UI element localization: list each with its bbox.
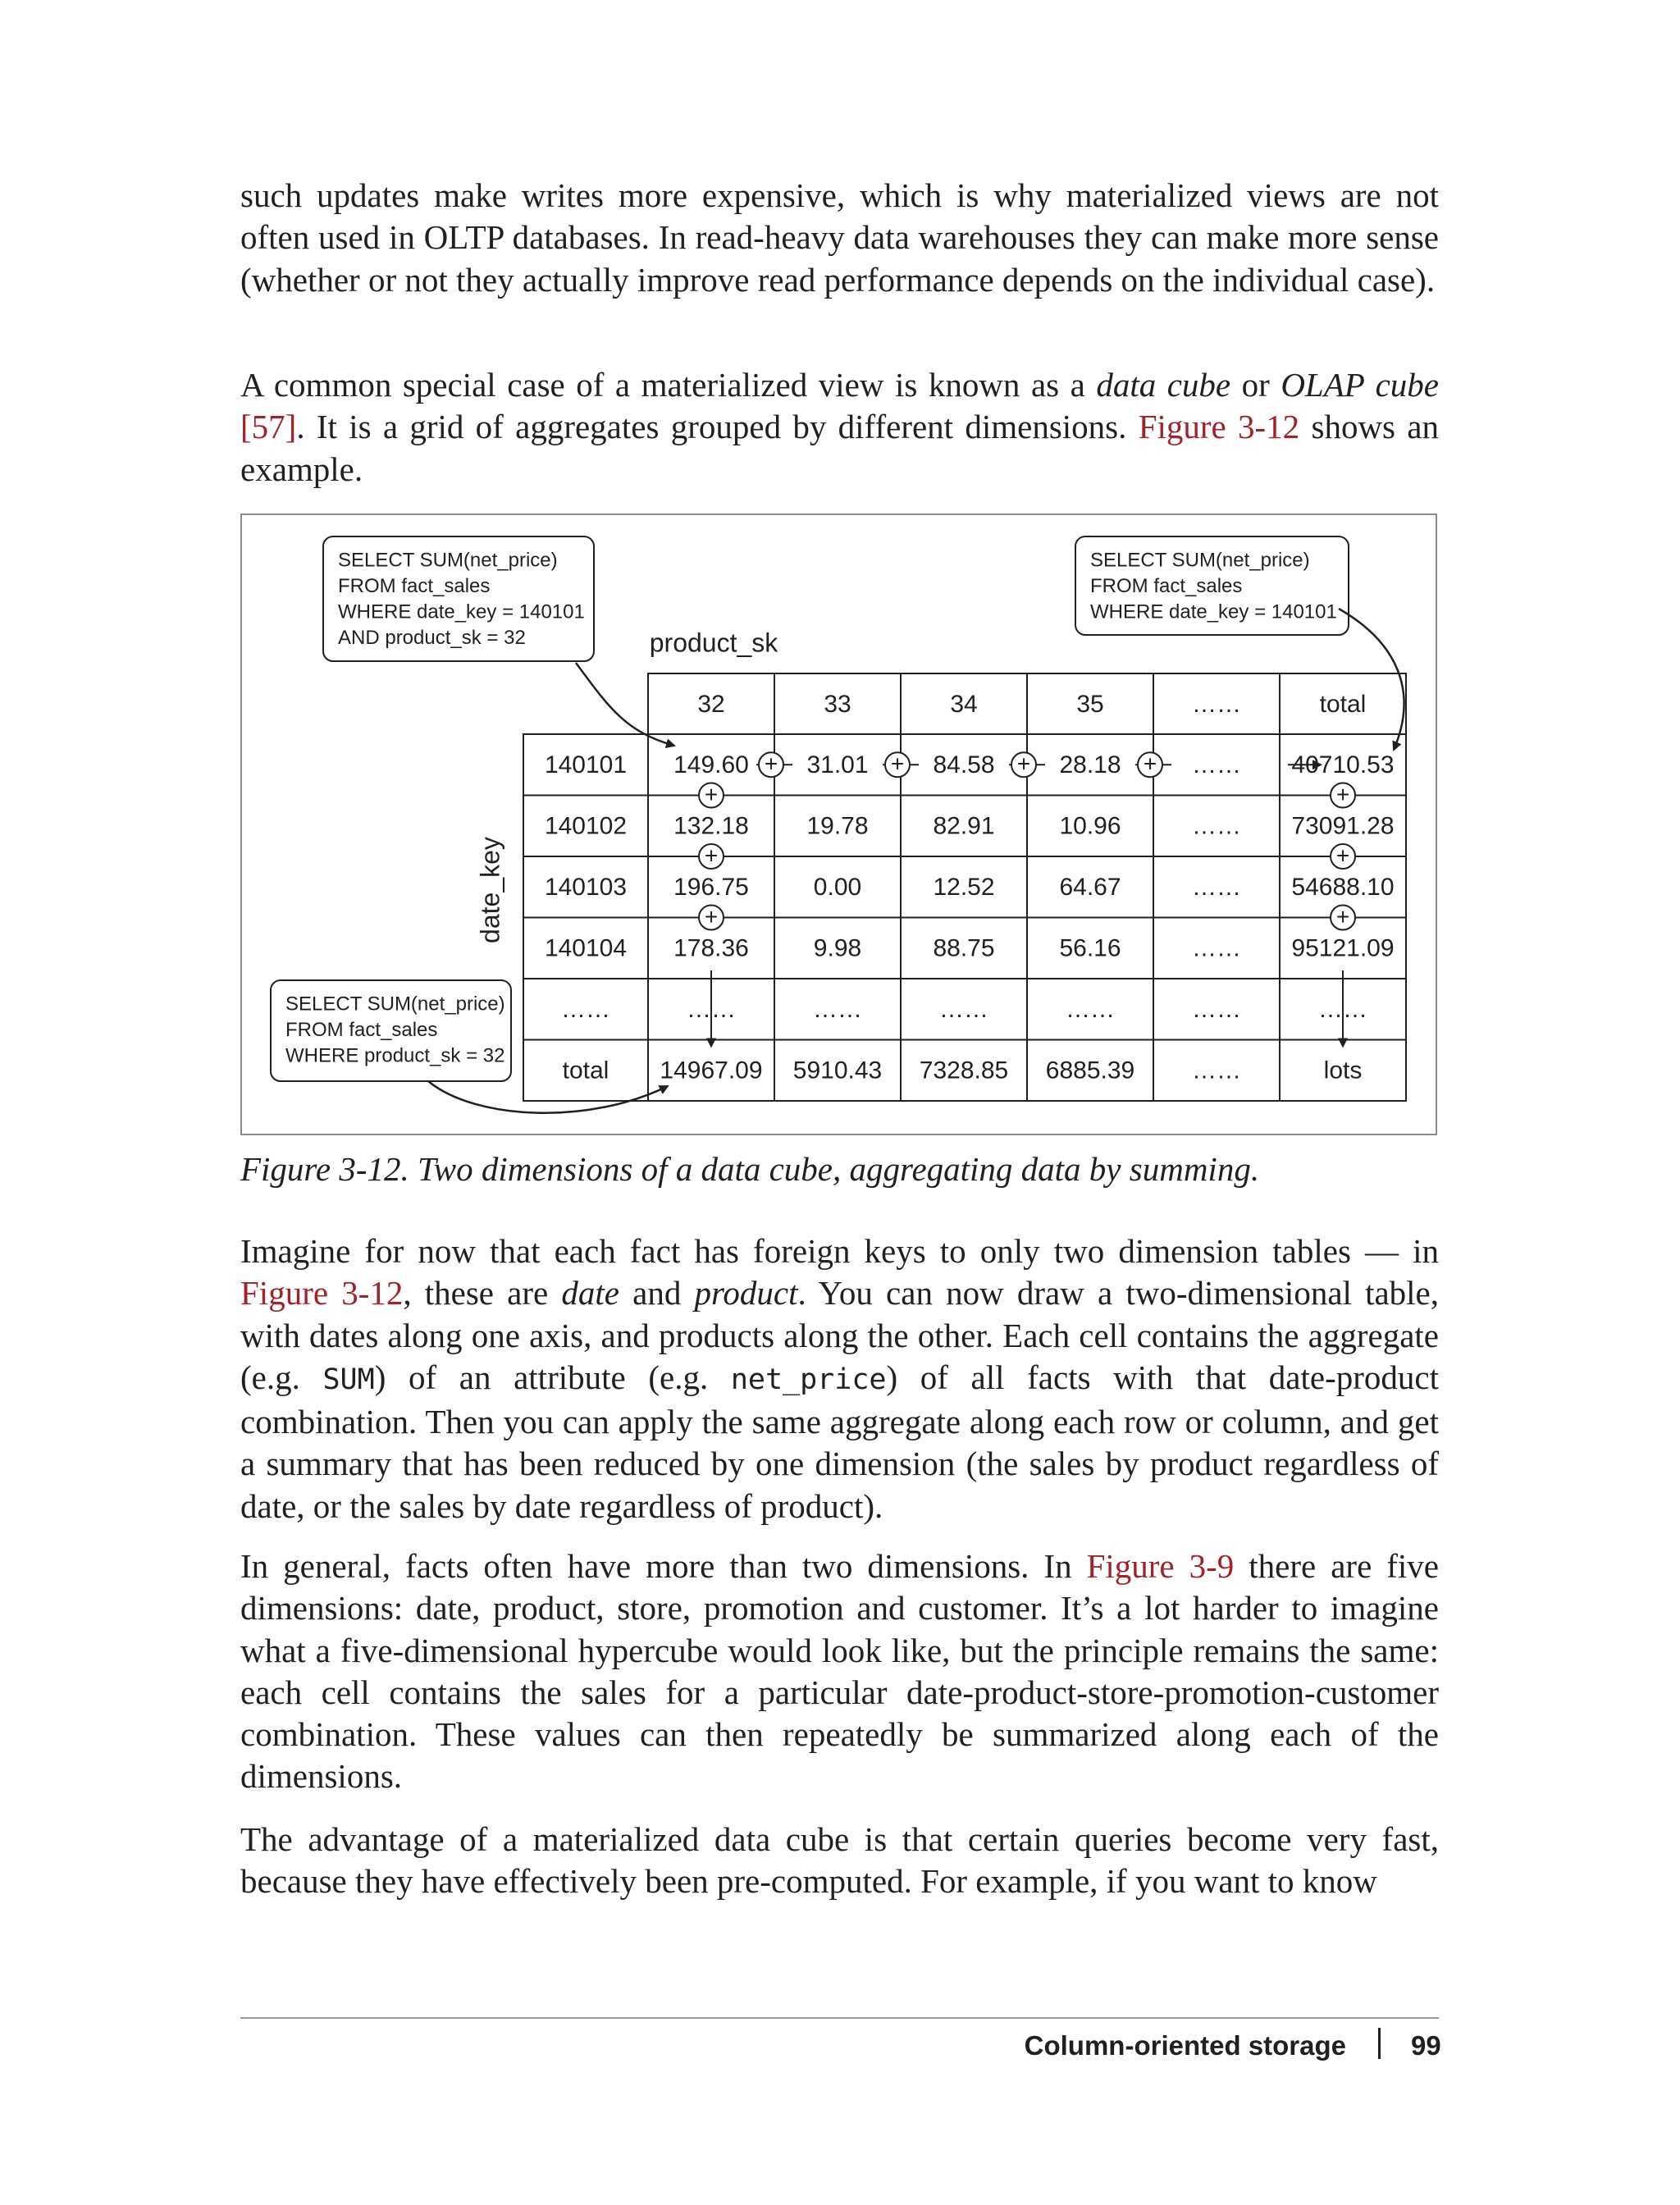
cell-r2-c0: 196.75: [673, 874, 749, 902]
p2-text-a: A common special case of a materialized view is known as a: [240, 366, 1097, 404]
paragraph-2: [240, 364, 1439, 491]
paragraph-1-text: such updates make writes more expensive, which is why materialized views are not often used in OLTP databases. In read-heavy data warehouses they can make more sense (whether or not they actually improve read performance depends on the individual case).: [240, 176, 1439, 299]
p2-text-d: . It is a grid of aggregates grouped by different dimensions.: [296, 408, 1139, 446]
col32-plus-1-sign: +: [704, 781, 719, 807]
cell-r2-c1: 0.00: [813, 874, 862, 902]
row-sum-plus-1-sign: +: [890, 751, 905, 777]
column-header-4: ……: [1192, 690, 1241, 718]
row-key-2: 140103: [544, 874, 628, 902]
query-box-right-top-line-1: FROM fact_sales: [1090, 574, 1243, 597]
term-data-cube: data cube: [1096, 366, 1231, 404]
p3-text-d: . You can now draw a two-dimensional table, with dates along one axis, and products along the other. Each cell contains the aggregate (e.g.: [240, 1274, 1439, 1396]
cell-r1-c2: 82.91: [933, 812, 995, 840]
figure-frame: [240, 514, 1437, 1135]
cell-r3-c0: 178.36: [673, 934, 749, 962]
column-header-3: 35: [1076, 690, 1104, 718]
term-date: date: [561, 1274, 619, 1312]
cell-r2-c3: 64.67: [1059, 874, 1121, 902]
total-col-plus-2-sign: +: [1335, 842, 1350, 869]
cell-r0-c0: 149.60: [673, 751, 749, 779]
data-cube-diagram: [242, 515, 1439, 1137]
cell-r4-c5: ……: [1318, 996, 1367, 1024]
query-box-left-top-line-2: WHERE date_key = 140101: [338, 600, 585, 623]
row-sum-plus-0-sign: +: [764, 751, 778, 777]
query-box-right-top-line-0: SELECT SUM(net_price): [1090, 549, 1310, 572]
citation-link-57[interactable]: [57]: [240, 408, 297, 446]
query-box-left-top-line-3: AND product_sk = 32: [338, 626, 526, 649]
p3-text-b: , these are: [403, 1274, 562, 1312]
query-left-bottom-arrow: [428, 1081, 668, 1113]
term-product: product: [694, 1274, 798, 1312]
column-header-0: 32: [697, 690, 725, 718]
cell-r0-c4: ……: [1192, 751, 1241, 779]
figure-caption: Figure 3-12. Two dimensions of a data cube, aggregating data by summing.: [240, 1150, 1260, 1188]
col32-plus-3-sign: +: [704, 903, 719, 929]
footer-page-number: 99: [1411, 2030, 1441, 2061]
p2-text-b: or: [1230, 366, 1281, 404]
cell-r2-c2: 12.52: [933, 874, 995, 902]
cell-r0-c1: 31.01: [806, 751, 869, 779]
query-right-top-arrow: [1339, 609, 1404, 750]
footer-separator: [1378, 2028, 1381, 2059]
p3-text-a: Imagine for now that each fact has foreign keys to only two dimension tables — in: [240, 1232, 1439, 1270]
row-key-5: total: [562, 1057, 609, 1084]
cell-r5-c4: ……: [1192, 1057, 1241, 1084]
p3-text-c: and: [619, 1274, 695, 1312]
row-key-1: 140102: [544, 812, 628, 840]
query-box-left-bottom-line-2: WHERE product_sk = 32: [285, 1044, 505, 1067]
cell-r5-c1: 5910.43: [792, 1057, 883, 1084]
cell-r4-c1: ……: [813, 996, 862, 1024]
cell-r0-c3: 28.18: [1059, 751, 1121, 779]
query-box-left-bottom-line-0: SELECT SUM(net_price): [285, 993, 505, 1016]
paragraph-1: [240, 175, 1439, 301]
paragraph-5-text: The advantage of a materialized data cube is that certain queries become very fast, because they have effectively been pre-computed. For example, if you want to know: [240, 1820, 1439, 1901]
query-box-left-bottom-line-1: FROM fact_sales: [285, 1018, 438, 1041]
figure-3-9-link[interactable]: Figure 3-9: [1086, 1547, 1235, 1585]
p3-text-f: ) of all facts with that date-product combination. Then you can apply the same aggregate along each row or column, and get a summary that has been reduced by one dimension (the sales by product regardless of date, or the sales by date regardless of product).: [240, 1358, 1439, 1525]
date-key-axis-label: date_key: [475, 837, 505, 943]
cell-r1-c4: ……: [1192, 812, 1241, 840]
code-sum: SUM: [322, 1363, 375, 1396]
query-box-left-top-line-1: FROM fact_sales: [338, 574, 491, 597]
query-left-top-arrow: [576, 663, 674, 746]
cell-r0-c2: 84.58: [933, 751, 995, 779]
cell-r0-c5: 40710.53: [1291, 751, 1395, 779]
term-olap-cube: OLAP cube: [1281, 366, 1439, 404]
code-net-price: net_price: [730, 1363, 887, 1396]
cell-r5-c0: 14967.09: [660, 1057, 763, 1084]
cell-r3-c4: ……: [1192, 934, 1241, 962]
row-key-3: 140104: [544, 934, 628, 962]
figure-3-12-link[interactable]: Figure 3-12: [1138, 408, 1300, 446]
row-sum-plus-3-sign: +: [1143, 751, 1157, 777]
cell-r1-c0: 132.18: [673, 812, 749, 840]
row-key-0: 140101: [544, 751, 628, 779]
query-box-right-top-line-2: WHERE date_key = 140101: [1090, 600, 1337, 623]
row-sum-plus-2-sign: +: [1016, 751, 1031, 777]
column-header-1: 33: [824, 690, 851, 718]
total-col-plus-1-sign: +: [1335, 781, 1350, 807]
p4-text-a: In general, facts often have more than two dimensions. In: [240, 1547, 1087, 1585]
cell-r5-c5: lots: [1323, 1057, 1363, 1084]
cell-r1-c5: 73091.28: [1291, 812, 1395, 840]
product-sk-axis-label: product_sk: [649, 628, 778, 658]
cell-r3-c2: 88.75: [933, 934, 995, 962]
cell-r5-c2: 7328.85: [919, 1057, 1009, 1084]
p4-text-b: there are five dimensions: date, product, store, promotion and customer. It’s a lot harder to imagine what a five-dimensional hypercube would look like, but the principle remains the same: each cell contains the sales for a particular date-product-store-promotion-customer combination. These values can then repeatedly be summarized along each of the dimensions.: [240, 1547, 1440, 1796]
cell-r4-c2: ……: [939, 996, 988, 1024]
cell-r4-c3: ……: [1066, 996, 1115, 1024]
total-col-plus-3-sign: +: [1335, 903, 1350, 929]
cell-r1-c3: 10.96: [1059, 812, 1121, 840]
cell-r3-c1: 9.98: [813, 934, 862, 962]
query-box-left-top-line-0: SELECT SUM(net_price): [338, 549, 558, 572]
row-key-4: ……: [561, 996, 610, 1024]
col32-plus-2-sign: +: [704, 842, 719, 869]
cell-r3-c5: 95121.09: [1291, 934, 1395, 962]
p2-text-e: shows an example.: [240, 408, 1439, 488]
paragraph-3: [240, 1230, 1439, 1527]
figure-3-12-link-2[interactable]: Figure 3-12: [240, 1274, 404, 1312]
p3-text-e: ) of an attribute (e.g.: [374, 1358, 731, 1396]
paragraph-4: [240, 1545, 1439, 1798]
column-header-5: total: [1319, 690, 1367, 718]
cell-r2-c5: 54688.10: [1291, 874, 1395, 902]
cell-r4-c0: ……: [687, 996, 736, 1024]
cell-r1-c1: 19.78: [806, 812, 869, 840]
column-header-2: 34: [950, 690, 978, 718]
footer-rule: [240, 2017, 1439, 2019]
cell-r5-c3: 6885.39: [1045, 1057, 1135, 1084]
cell-r4-c4: ……: [1192, 996, 1241, 1024]
footer-section-title: Column-oriented storage: [1024, 2030, 1346, 2061]
cell-r3-c3: 56.16: [1059, 934, 1121, 962]
cell-r2-c4: ……: [1192, 874, 1241, 902]
paragraph-5: [240, 1819, 1439, 1903]
